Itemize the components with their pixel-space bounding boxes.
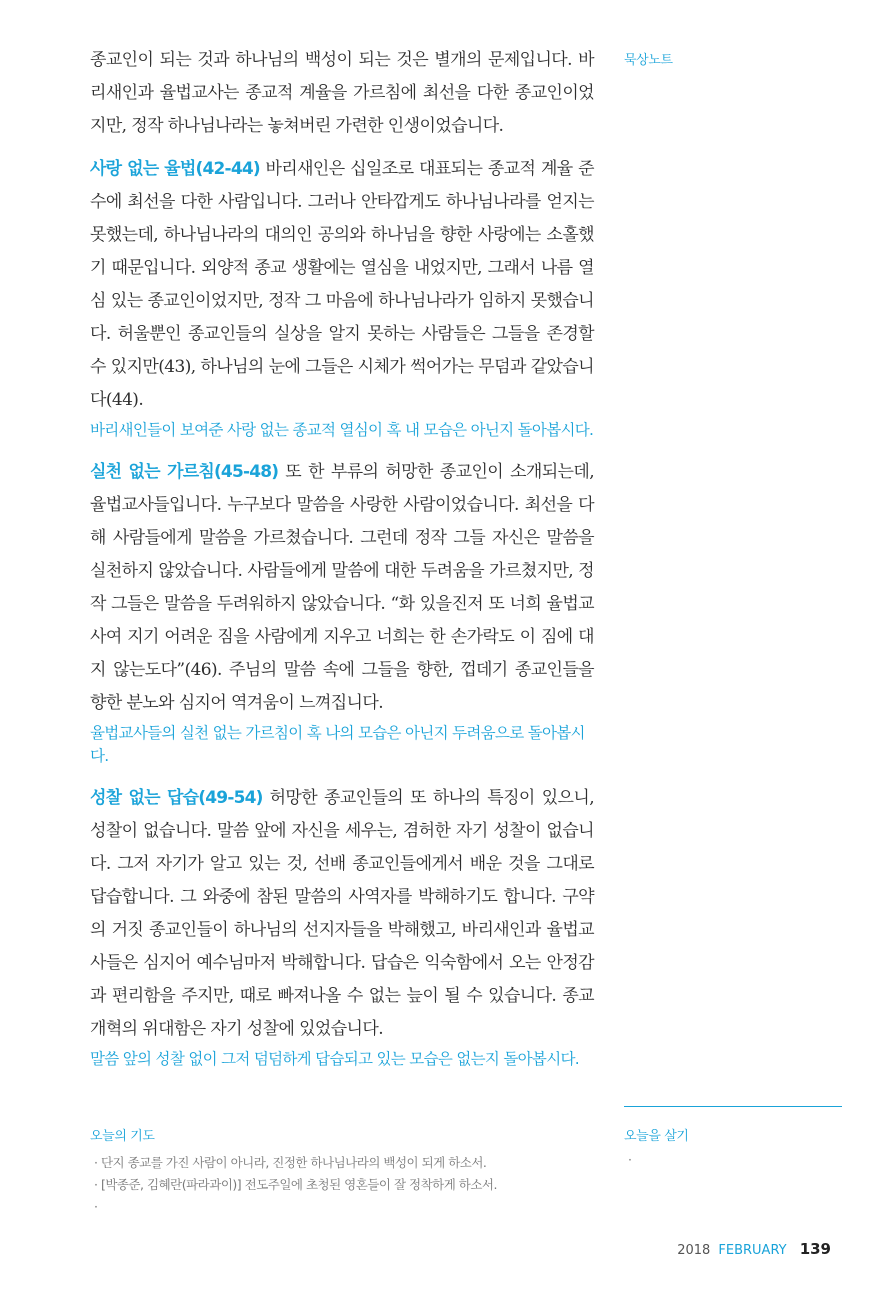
footer-year: 2018: [677, 1243, 711, 1258]
intro-paragraph: 종교인이 되는 것과 하나님의 백성이 되는 것은 별개의 문제입니다. 바리새인과 율법교사는 종교적 계율을 가르침에 최선을 다한 종교인이었지만, 정작 하나님나라는 놓쳐버린 가련한 인생이었습니다.: [90, 50, 594, 136]
prayer-item: · [박종준, 김혜란(파라과이)] 전도주일에 초청된 영혼들이 잘 정착하게 하소서.: [94, 1177, 497, 1192]
section-2-heading: 실천 없는 가르침(45-48): [90, 462, 279, 482]
living-item: ·: [628, 1152, 632, 1167]
prayer-item: ·: [94, 1199, 98, 1214]
section-2-paragraph: [90, 456, 594, 720]
section-3-body: 허망한 종교인들의 또 하나의 특징이 있으니, 성찰이 없습니다. 말씀 앞에 자신을 세우는, 겸허한 자기 성찰이 없습니다. 그저 자기가 알고 있는 것, 선배 종교인들에게서 배운 것을 그대로 답습합니다. 그 와중에 참된 말씀의 사역자를 박해하기도 합니다. 구약의 거짓 종교인들이 하나님의 선지자들을 박해했고, 바리새인과 율법교사들은 심지어 예수님마저 박해합니다. 답습은 익숙함에서 오는 안정감과 편리함을 주지만, 때로 빠져나올 수 없는 늪이 될 수 있습니다. 종교개혁의 위대함은 자기 성찰에 있었습니다.: [90, 788, 594, 1039]
main-text-column: [90, 44, 594, 1085]
section-1-body: 바리새인은 십일조로 대표되는 종교적 계율 준수에 최선을 다한 사람입니다. 그러나 안타깝게도 하나님나라를 얻지는 못했는데, 하나님나라의 대의인 공의와 하나님을 향한 사랑에는 소홀했기 때문입니다. 외양적 종교 생활에는 열심을 내었지만, 그래서 나름 열심 있는 종교인이었지만, 정작 그 마음에 하나님나라가 임하지 못했습니다. 허울뿐인 종교인들의 실상을 알지 못하는 사람들은 그들을 존경할 수 있지만(43), 하나님의 눈에 그들은 시체가 썩어가는 무덤과 같았습니다(44).: [90, 159, 594, 410]
section-3-paragraph: [90, 782, 594, 1046]
page-number: 139: [799, 1240, 831, 1258]
prayer-section: [90, 1125, 590, 1218]
living-title: 오늘을 살기: [624, 1129, 689, 1144]
living-section: [624, 1125, 689, 1167]
section-1-paragraph: [90, 153, 594, 417]
section-2-body: 또 한 부류의 허망한 종교인이 소개되는데, 율법교사들입니다. 누구보다 말씀을 사랑한 사람이었습니다. 최선을 다해 사람들에게 말씀을 가르쳤습니다. 그런데 정작 그들 자신은 말씀을 실천하지 않았습니다. 사람들에게 말씀에 대한 두려움을 가르쳤지만, 정작 그들은 말씀을 두려워하지 않았습니다. “화 있을진저 또 너희 율법교사여 지기 어려운 짐을 사람에게 지우고 너희는 한 손가락도 이 짐에 대지 않는도다”(46). 주님의 말씀 속에 그들을 향한, 껍데기 종교인들을 향한 분노와 심지어 역겨움이 느껴집니다.: [90, 462, 594, 713]
section-3-reflection: 말씀 앞의 성찰 없이 그저 덤덤하게 답습되고 있는 모습은 없는지 돌아봅시다.: [90, 1050, 579, 1068]
footer-month: FEBRUARY: [718, 1243, 787, 1258]
section-1-heading: 사랑 없는 율법(42-44): [90, 159, 260, 179]
section-2-reflection: 율법교사들의 실천 없는 가르침이 혹 나의 모습은 아닌지 두려움으로 돌아봅시다.: [90, 724, 585, 765]
section-3-heading: 성찰 없는 답습(49-54): [90, 788, 263, 808]
prayer-item: · 단지 종교를 가진 사람이 아니라, 진정한 하나님나라의 백성이 되게 하소서.: [94, 1155, 487, 1170]
side-note-label: 묵상노트: [624, 53, 673, 68]
prayer-title: 오늘의 기도: [90, 1129, 155, 1144]
page-footer: [677, 1239, 831, 1258]
section-1-reflection: 바리새인들이 보여준 사랑 없는 종교적 열심이 혹 내 모습은 아닌지 돌아봅시다.: [90, 421, 594, 439]
living-divider: [624, 1106, 842, 1107]
